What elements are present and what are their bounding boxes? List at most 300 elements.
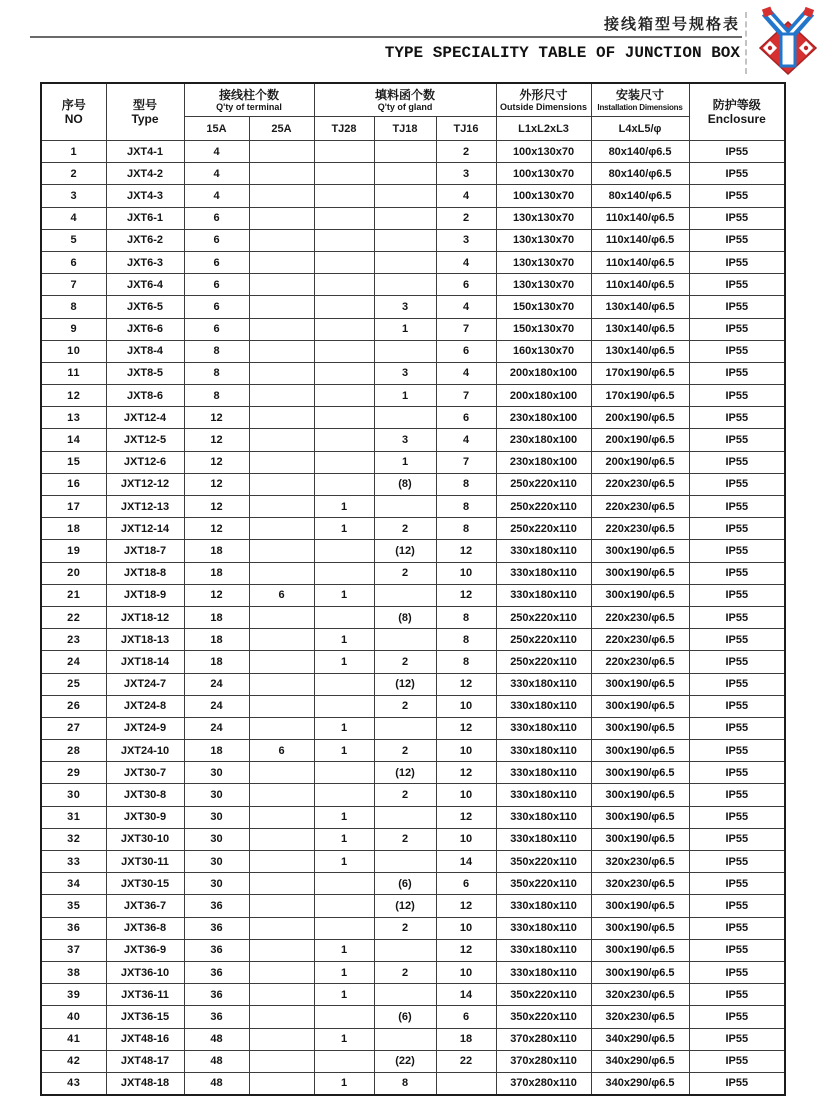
cell-tj28	[314, 274, 374, 296]
cell-type: JXT12-6	[106, 451, 184, 473]
cell-tj28	[314, 385, 374, 407]
cell-a25	[249, 984, 314, 1006]
cell-enclosure: IP55	[689, 651, 785, 673]
cell-no: 8	[41, 296, 106, 318]
cell-a15: 12	[184, 496, 249, 518]
cell-outside: 250x220x110	[496, 651, 591, 673]
table-row	[41, 362, 785, 384]
cell-no: 20	[41, 562, 106, 584]
cell-a15: 30	[184, 828, 249, 850]
cell-no: 39	[41, 984, 106, 1006]
cell-a15: 8	[184, 385, 249, 407]
cell-enclosure: IP55	[689, 407, 785, 429]
cell-a15: 6	[184, 251, 249, 273]
cell-no: 41	[41, 1028, 106, 1050]
cell-outside: 250x220x110	[496, 606, 591, 628]
cell-tj28	[314, 473, 374, 495]
cell-tj16: 10	[436, 562, 496, 584]
cell-no: 43	[41, 1072, 106, 1095]
cell-tj28	[314, 163, 374, 185]
cell-no: 23	[41, 629, 106, 651]
cell-enclosure: IP55	[689, 717, 785, 739]
cell-a25	[249, 1072, 314, 1095]
cell-enclosure: IP55	[689, 496, 785, 518]
cell-tj18	[374, 806, 436, 828]
cell-tj16: 6	[436, 274, 496, 296]
cell-no: 29	[41, 762, 106, 784]
cell-enclosure: IP55	[689, 606, 785, 628]
cell-tj16: 10	[436, 784, 496, 806]
cell-enclosure: IP55	[689, 518, 785, 540]
cell-tj28: 1	[314, 518, 374, 540]
cell-tj28	[314, 562, 374, 584]
cell-tj18	[374, 340, 436, 362]
table-row	[41, 540, 785, 562]
cell-a15: 36	[184, 984, 249, 1006]
table-row	[41, 851, 785, 873]
cell-a25	[249, 828, 314, 850]
col-gland-en: Q'ty of gland	[377, 101, 433, 112]
col-header-l1l2l3: L1xL2xL3	[496, 117, 591, 141]
cell-enclosure: IP55	[689, 251, 785, 273]
table-row	[41, 163, 785, 185]
cell-install: 110x140/φ6.5	[591, 251, 689, 273]
cell-enclosure: IP55	[689, 1072, 785, 1095]
cell-tj28: 1	[314, 717, 374, 739]
cell-a15: 6	[184, 274, 249, 296]
cell-install: 300x190/φ6.5	[591, 717, 689, 739]
cell-install: 220x230/φ6.5	[591, 651, 689, 673]
cell-no: 6	[41, 251, 106, 273]
cell-tj18: 1	[374, 385, 436, 407]
cell-a25	[249, 762, 314, 784]
header-divider-line	[30, 36, 742, 38]
cell-a25	[249, 518, 314, 540]
cell-tj18: (22)	[374, 1050, 436, 1072]
cell-tj18: 2	[374, 695, 436, 717]
cell-a25	[249, 784, 314, 806]
cell-outside: 370x280x110	[496, 1050, 591, 1072]
cell-tj28	[314, 873, 374, 895]
cell-a15: 6	[184, 207, 249, 229]
cell-tj18: (8)	[374, 606, 436, 628]
cell-install: 320x230/φ6.5	[591, 1006, 689, 1028]
cell-install: 170x190/φ6.5	[591, 362, 689, 384]
cell-a25	[249, 407, 314, 429]
cell-tj28	[314, 784, 374, 806]
cell-outside: 330x180x110	[496, 540, 591, 562]
cell-no: 27	[41, 717, 106, 739]
table-row	[41, 873, 785, 895]
cell-type: JXT12-13	[106, 496, 184, 518]
cell-a15: 36	[184, 917, 249, 939]
cell-tj28	[314, 606, 374, 628]
cell-outside: 200x180x100	[496, 385, 591, 407]
cell-a15: 30	[184, 806, 249, 828]
cell-tj18: 2	[374, 917, 436, 939]
cell-a25: 6	[249, 740, 314, 762]
cell-enclosure: IP55	[689, 1028, 785, 1050]
cell-install: 320x230/φ6.5	[591, 873, 689, 895]
cell-outside: 250x220x110	[496, 518, 591, 540]
cell-enclosure: IP55	[689, 562, 785, 584]
cell-tj18: (6)	[374, 1006, 436, 1028]
cell-tj18: 2	[374, 961, 436, 983]
col-type-cn: 型号	[132, 98, 157, 112]
cell-no: 24	[41, 651, 106, 673]
cell-a25	[249, 385, 314, 407]
cell-enclosure: IP55	[689, 229, 785, 251]
cell-install: 300x190/φ6.5	[591, 939, 689, 961]
cell-tj28	[314, 451, 374, 473]
cell-tj16: 8	[436, 651, 496, 673]
cell-a15: 18	[184, 606, 249, 628]
cell-tj18: (8)	[374, 473, 436, 495]
cell-enclosure: IP55	[689, 740, 785, 762]
table-row	[41, 207, 785, 229]
cell-install: 200x190/φ6.5	[591, 451, 689, 473]
cell-tj18	[374, 584, 436, 606]
cell-outside: 200x180x100	[496, 362, 591, 384]
cell-a15: 12	[184, 429, 249, 451]
cell-a15: 4	[184, 163, 249, 185]
cell-install: 300x190/φ6.5	[591, 961, 689, 983]
cell-enclosure: IP55	[689, 851, 785, 873]
cell-outside: 370x280x110	[496, 1072, 591, 1095]
cell-a25	[249, 873, 314, 895]
cell-a25	[249, 717, 314, 739]
cell-enclosure: IP55	[689, 584, 785, 606]
cell-tj16: 12	[436, 584, 496, 606]
cell-enclosure: IP55	[689, 207, 785, 229]
cell-type: JXT24-9	[106, 717, 184, 739]
cell-tj28	[314, 207, 374, 229]
col-header-l4l5: L4xL5/φ	[591, 117, 689, 141]
cell-a15: 18	[184, 540, 249, 562]
cell-tj28: 1	[314, 806, 374, 828]
col-header-install	[591, 83, 689, 117]
cell-tj28: 1	[314, 629, 374, 651]
cell-a25	[249, 362, 314, 384]
cell-a15: 30	[184, 851, 249, 873]
cell-a15: 18	[184, 629, 249, 651]
cell-outside: 330x180x110	[496, 784, 591, 806]
cell-enclosure: IP55	[689, 141, 785, 163]
table-row	[41, 984, 785, 1006]
table-row	[41, 1072, 785, 1095]
cell-type: JXT48-18	[106, 1072, 184, 1095]
table-row	[41, 651, 785, 673]
cell-tj28	[314, 185, 374, 207]
cell-install: 200x190/φ6.5	[591, 429, 689, 451]
cell-a15: 12	[184, 518, 249, 540]
table-row	[41, 340, 785, 362]
cell-no: 14	[41, 429, 106, 451]
table-row	[41, 518, 785, 540]
cell-tj18	[374, 629, 436, 651]
cell-outside: 330x180x110	[496, 961, 591, 983]
col-header-enclosure	[689, 83, 785, 141]
cell-tj18: (12)	[374, 895, 436, 917]
cell-a15: 4	[184, 185, 249, 207]
cell-a25	[249, 318, 314, 340]
cell-install: 130x140/φ6.5	[591, 340, 689, 362]
cell-tj28	[314, 673, 374, 695]
cell-tj16	[436, 1072, 496, 1095]
cell-tj28	[314, 229, 374, 251]
page-title-chinese: 接线箱型号规格表	[603, 16, 740, 33]
cell-tj28	[314, 141, 374, 163]
cell-tj18: 2	[374, 518, 436, 540]
cell-enclosure: IP55	[689, 362, 785, 384]
cell-no: 40	[41, 1006, 106, 1028]
col-outside-en: Outside Dimensions	[500, 101, 588, 112]
cell-enclosure: IP55	[689, 917, 785, 939]
cell-a25	[249, 274, 314, 296]
cell-tj28: 1	[314, 584, 374, 606]
cell-install: 300x190/φ6.5	[591, 917, 689, 939]
cell-type: JXT48-16	[106, 1028, 184, 1050]
cell-a15: 12	[184, 451, 249, 473]
cell-outside: 330x180x110	[496, 717, 591, 739]
cell-tj16: 10	[436, 961, 496, 983]
cell-a15: 48	[184, 1072, 249, 1095]
cell-no: 36	[41, 917, 106, 939]
cell-tj18	[374, 141, 436, 163]
col-type-en: Type	[131, 112, 159, 126]
col-install-cn: 安装尺寸	[616, 87, 665, 102]
cell-install: 130x140/φ6.5	[591, 296, 689, 318]
cell-type: JXT12-12	[106, 473, 184, 495]
cell-outside: 330x180x110	[496, 673, 591, 695]
cell-tj28: 1	[314, 828, 374, 850]
cell-tj16: 8	[436, 629, 496, 651]
cell-type: JXT4-2	[106, 163, 184, 185]
cell-a25	[249, 207, 314, 229]
table-row	[41, 762, 785, 784]
cell-no: 31	[41, 806, 106, 828]
cell-tj16: 8	[436, 518, 496, 540]
cell-a25	[249, 806, 314, 828]
table-row	[41, 318, 785, 340]
cell-a15: 18	[184, 740, 249, 762]
cell-type: JXT6-6	[106, 318, 184, 340]
col-terminal-cn: 接线柱个数	[218, 87, 279, 102]
cell-enclosure: IP55	[689, 540, 785, 562]
cell-tj16: 6	[436, 407, 496, 429]
cell-type: JXT18-8	[106, 562, 184, 584]
cell-tj16: 8	[436, 496, 496, 518]
cell-outside: 230x180x100	[496, 407, 591, 429]
cell-type: JXT6-3	[106, 251, 184, 273]
cell-type: JXT18-12	[106, 606, 184, 628]
cell-a15: 18	[184, 562, 249, 584]
cell-type: JXT36-11	[106, 984, 184, 1006]
cell-tj16: 12	[436, 806, 496, 828]
cell-a15: 30	[184, 784, 249, 806]
cell-outside: 330x180x110	[496, 895, 591, 917]
cell-install: 300x190/φ6.5	[591, 806, 689, 828]
cell-install: 300x190/φ6.5	[591, 562, 689, 584]
cell-tj18: 2	[374, 562, 436, 584]
cell-a15: 24	[184, 717, 249, 739]
cell-install: 340x290/φ6.5	[591, 1028, 689, 1050]
cell-enclosure: IP55	[689, 429, 785, 451]
cell-a25	[249, 496, 314, 518]
cell-type: JXT12-14	[106, 518, 184, 540]
cell-install: 300x190/φ6.5	[591, 895, 689, 917]
cell-outside: 350x220x110	[496, 851, 591, 873]
cell-tj18: 3	[374, 429, 436, 451]
cell-install: 220x230/φ6.5	[591, 473, 689, 495]
cell-type: JXT6-1	[106, 207, 184, 229]
cell-a15: 8	[184, 340, 249, 362]
cell-tj16: 12	[436, 673, 496, 695]
table-row	[41, 895, 785, 917]
cell-no: 17	[41, 496, 106, 518]
cell-enclosure: IP55	[689, 695, 785, 717]
cell-outside: 330x180x110	[496, 584, 591, 606]
cell-tj18	[374, 407, 436, 429]
col-terminal-en: Q'ty of terminal	[216, 101, 282, 112]
page-title-english: TYPE SPECIALITY TABLE OF JUNCTION BOX	[384, 44, 740, 62]
cell-type: JXT36-8	[106, 917, 184, 939]
cell-install: 200x190/φ6.5	[591, 407, 689, 429]
col-header-tj18: TJ18	[374, 117, 436, 141]
cell-enclosure: IP55	[689, 828, 785, 850]
table-row	[41, 473, 785, 495]
cell-tj16: 4	[436, 362, 496, 384]
cell-type: JXT6-5	[106, 296, 184, 318]
cell-install: 110x140/φ6.5	[591, 229, 689, 251]
cell-tj28: 1	[314, 1072, 374, 1095]
cell-enclosure: IP55	[689, 784, 785, 806]
cell-tj18	[374, 984, 436, 1006]
cell-a15: 24	[184, 695, 249, 717]
cell-no: 13	[41, 407, 106, 429]
cell-no: 38	[41, 961, 106, 983]
cell-type: JXT6-2	[106, 229, 184, 251]
cell-a15: 36	[184, 1006, 249, 1028]
cell-install: 340x290/φ6.5	[591, 1072, 689, 1095]
cell-tj18	[374, 274, 436, 296]
cell-a15: 6	[184, 296, 249, 318]
cell-a25	[249, 629, 314, 651]
cell-install: 170x190/φ6.5	[591, 385, 689, 407]
cell-no: 5	[41, 229, 106, 251]
cell-tj18	[374, 496, 436, 518]
cell-type: JXT36-10	[106, 961, 184, 983]
cell-enclosure: IP55	[689, 873, 785, 895]
cell-tj16: 8	[436, 606, 496, 628]
cell-outside: 150x130x70	[496, 318, 591, 340]
cell-tj16: 3	[436, 229, 496, 251]
table-row	[41, 717, 785, 739]
cell-outside: 230x180x100	[496, 451, 591, 473]
cell-no: 9	[41, 318, 106, 340]
table-row	[41, 229, 785, 251]
cell-tj28	[314, 251, 374, 273]
table-row	[41, 429, 785, 451]
cell-type: JXT30-9	[106, 806, 184, 828]
cell-outside: 330x180x110	[496, 695, 591, 717]
cell-install: 300x190/φ6.5	[591, 828, 689, 850]
cell-tj18: (6)	[374, 873, 436, 895]
cell-type: JXT24-8	[106, 695, 184, 717]
cell-tj18: 8	[374, 1072, 436, 1095]
cell-tj16: 6	[436, 340, 496, 362]
cell-install: 220x230/φ6.5	[591, 606, 689, 628]
cell-outside: 100x130x70	[496, 185, 591, 207]
cell-tj18: 3	[374, 296, 436, 318]
col-header-terminal	[184, 83, 314, 117]
cell-a25	[249, 1006, 314, 1028]
header-dashed-separator	[745, 12, 747, 74]
table-header	[41, 83, 785, 141]
table-row	[41, 606, 785, 628]
cell-a15: 6	[184, 318, 249, 340]
table-row	[41, 740, 785, 762]
cell-enclosure: IP55	[689, 939, 785, 961]
cell-a15: 6	[184, 229, 249, 251]
cell-tj28	[314, 695, 374, 717]
cell-tj16: 4	[436, 296, 496, 318]
cell-enclosure: IP55	[689, 296, 785, 318]
cell-outside: 130x130x70	[496, 251, 591, 273]
cell-type: JXT24-7	[106, 673, 184, 695]
cell-tj16: 12	[436, 895, 496, 917]
col-header-type	[106, 83, 184, 141]
cell-no: 15	[41, 451, 106, 473]
cell-tj28	[314, 407, 374, 429]
cell-tj28	[314, 895, 374, 917]
cell-outside: 130x130x70	[496, 229, 591, 251]
cell-tj18: (12)	[374, 540, 436, 562]
cell-type: JXT36-9	[106, 939, 184, 961]
cell-a15: 30	[184, 873, 249, 895]
cell-tj28	[314, 540, 374, 562]
cell-outside: 350x220x110	[496, 873, 591, 895]
cell-a15: 12	[184, 407, 249, 429]
cell-type: JXT8-4	[106, 340, 184, 362]
cell-a15: 36	[184, 895, 249, 917]
cell-tj28	[314, 362, 374, 384]
cell-a25	[249, 251, 314, 273]
cell-no: 42	[41, 1050, 106, 1072]
cell-a25	[249, 1050, 314, 1072]
junction-box-spec-table	[40, 82, 786, 1096]
cell-type: JXT12-4	[106, 407, 184, 429]
table-row	[41, 695, 785, 717]
cell-install: 130x140/φ6.5	[591, 318, 689, 340]
cell-install: 110x140/φ6.5	[591, 207, 689, 229]
cell-no: 25	[41, 673, 106, 695]
cell-a25	[249, 185, 314, 207]
cell-a15: 48	[184, 1050, 249, 1072]
cell-a25	[249, 429, 314, 451]
cell-install: 320x230/φ6.5	[591, 984, 689, 1006]
cell-tj16: 12	[436, 717, 496, 739]
col-enclosure-en: Enclosure	[707, 112, 766, 126]
table-row	[41, 496, 785, 518]
cell-type: JXT4-1	[106, 141, 184, 163]
cell-a25	[249, 141, 314, 163]
col-enclosure-cn: 防护等级	[712, 98, 761, 112]
cell-outside: 330x180x110	[496, 762, 591, 784]
cell-outside: 330x180x110	[496, 939, 591, 961]
cell-no: 11	[41, 362, 106, 384]
cell-install: 300x190/φ6.5	[591, 784, 689, 806]
